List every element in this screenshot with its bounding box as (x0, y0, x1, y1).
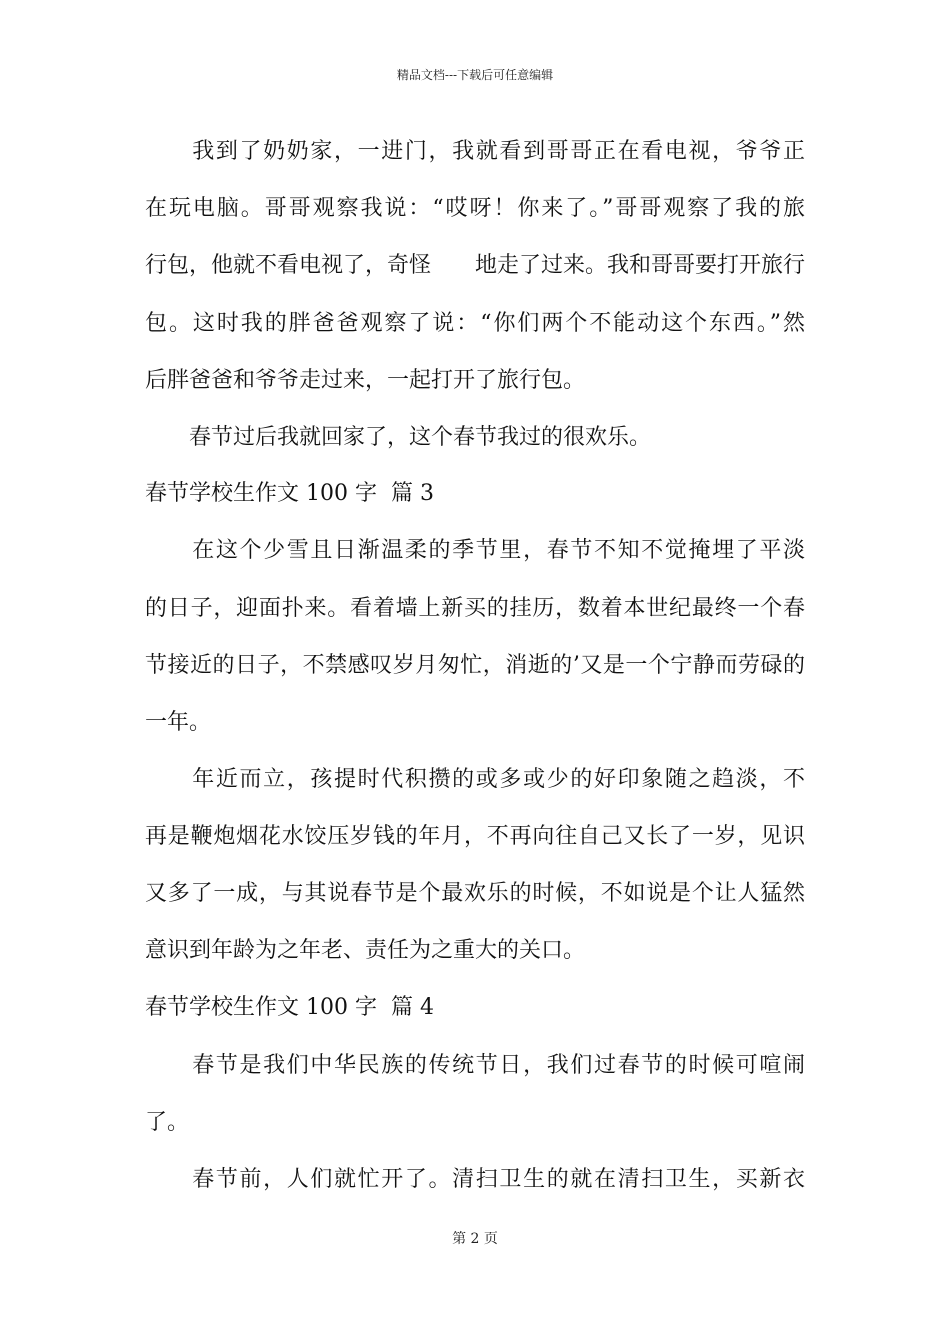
text-line: 的日子，迎面扑来。看着墙上新买的挂历，数着本世纪最终一个春 (145, 596, 805, 621)
text-line: 节接近的日子，不禁感叹岁月匆忙，消逝的’又是一个宁静而劳碌的 (145, 653, 805, 678)
text-line: 春节前，人们就忙开了。清扫卫生的就在清扫卫生，买新衣 (145, 1167, 805, 1192)
text-line: 又多了一成，与其说春节是个最欢乐的时候，不如说是个让人猛然 (145, 881, 805, 906)
text-line: 包。这时我的胖爸爸观察了说：“你们两个不能动这个东西。”然 (145, 311, 805, 336)
text-line: 我到了奶奶家，一进门，我就看到哥哥正在看电视，爷爷正 (145, 139, 805, 164)
text-line: 在这个少雪且日渐温柔的季节里，春节不知不觉掩埋了平淡 (145, 538, 805, 563)
page-header: 精品文档---下载后可任意编辑 (396, 68, 554, 82)
text-line: 意识到年龄为之年老、责任为之重大的关口。 (145, 938, 586, 963)
text-line: 后胖爸爸和爷爷走过来，一起打开了旅行包。 (145, 368, 586, 393)
text-line: 一年。 (145, 710, 212, 735)
text-line: 春节是我们中华民族的传统节日，我们过春节的时候可喧闹 (145, 1053, 805, 1078)
text-line: 了。 (145, 1110, 190, 1135)
page-number: 第 2 页 (452, 1231, 498, 1247)
text-line: 在玩电脑。哥哥观察我说：“哎呀！你来了。”哥哥观察了我的旅 (145, 196, 805, 221)
text-line: 再是鞭炮烟花水饺压岁钱的年月，不再向往自己又长了一岁，见识 (145, 824, 805, 849)
text-line: 年近而立，孩提时代积攒的或多或少的好印象随之趋淡，不 (145, 767, 805, 792)
section-heading: 春节学校生作文 100 字 篇 3 (145, 481, 434, 506)
text-line: 行包，他就不看电视了，奇怪 地走了过来。我和哥哥要打开旅行 (145, 253, 806, 278)
text-line: 春节过后我就回家了，这个春节我过的很欢乐。 (145, 425, 652, 450)
section-heading: 春节学校生作文 100 字 篇 4 (145, 995, 434, 1020)
